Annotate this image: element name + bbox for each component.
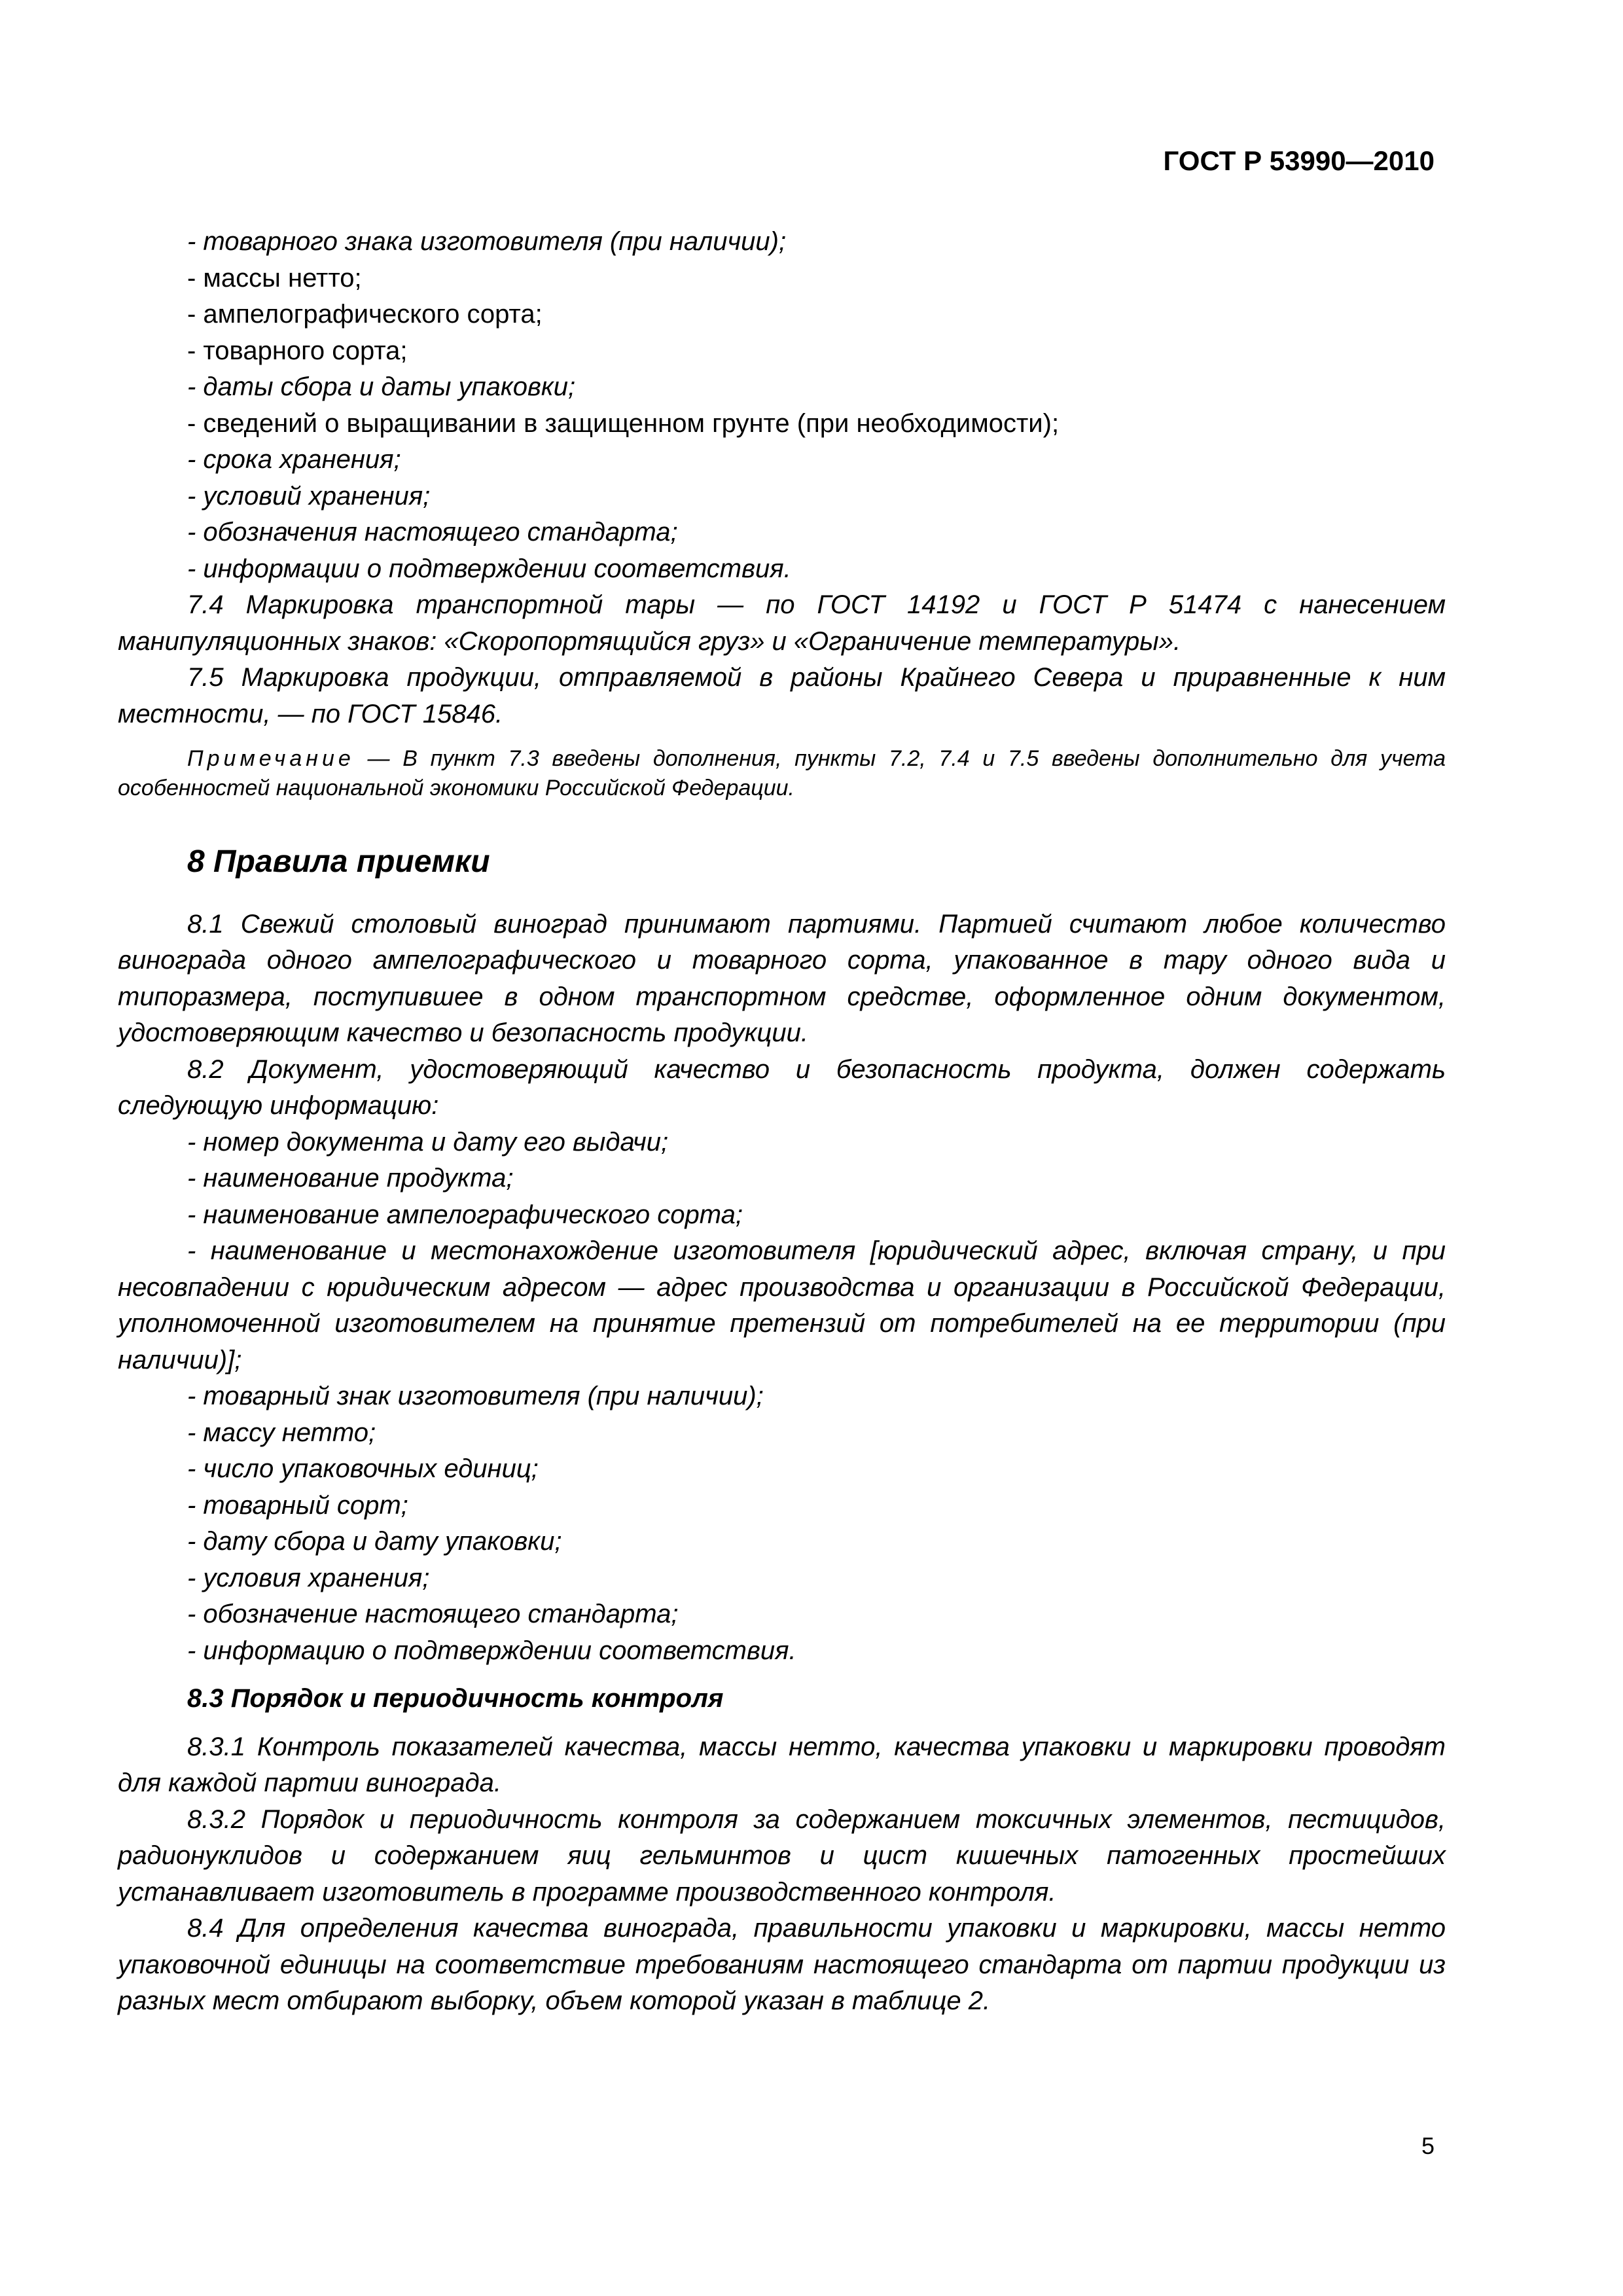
list-item: - товарный сорт; [187,1490,408,1520]
list-item: - сведений о выращивании в защищенном грунте (при необходимости); [187,408,1060,438]
list-item: - массы нетто; [187,263,362,293]
note-label: Примечание [187,746,355,771]
list-item: - товарный знак изготовителя (при наличии); [187,1382,764,1410]
section-8-heading: 8 Правила приемки [187,844,490,879]
paragraph-manufacturer: - наименование и местонахождение изготовителя [юридический адрес, включая страну, и при несовпадении с юридическим адресом — адрес производства и организации в Российской Федерации, уполномоченной изготовителем на принятие претензий от потребителей на ее территории (при наличии)]; [118,1236,1446,1374]
paragraph-8-4: 8.4 Для определения качества винограда, правильности упаковки и маркировки, массы нетто упаковочной единицы на соответствие требованиям настоящего стандарта от партии продукции из разных мест отбирают выборку, объем которой указан в таблице 2. [118,1914,1446,2015]
note-text: — В пункт 7.3 введены дополнения, пункты 7.2, 7.4 и 7.5 введены дополнительно для учета особенностей национальной экономики Российской Федерации. [118,746,1446,800]
note-paragraph [118,744,1446,803]
list-item: - наименование ампелографического сорта; [187,1200,743,1229]
page-number: 5 [1421,2132,1435,2159]
page-content [118,224,1446,2020]
paragraph-8-1: 8.1 Свежий столовый виноград принимают партиями. Партией считают любое количество винограда одного ампелографического и товарного сорта, упакованное в тару одного вида и типоразмера, поступившее в одном транспортном средстве, оформленное одним документом, удостоверяющим качество и безопасность продукции. [118,909,1446,1047]
list-item: - информацию о подтверждении соответствия. [187,1636,796,1665]
list-item: - даты сбора и даты упаковки; [187,372,576,401]
list-item: - информации о подтверждении соответствия. [187,554,791,583]
paragraph-8-2: 8.2 Документ, удостоверяющий качество и безопасность продукта, должен содержать следующую информацию: [118,1054,1446,1120]
list-item: - номер документа и дату его выдачи; [187,1127,669,1157]
list-item: - срока хранения; [187,445,401,474]
list-item: - товарного сорта; [187,336,408,365]
paragraph-8-3-2: 8.3.2 Порядок и периодичность контроля за содержанием токсичных элементов, пестицидов, радионуклидов и содержанием яиц гельминтов и цист кишечных патогенных простейших устанавливает изготовитель в программе производственного контроля. [118,1804,1446,1907]
list-item: - наименование продукта; [187,1164,514,1193]
list-item: - дату сбора и дату упаковки; [187,1527,562,1556]
paragraph-8-3-1: 8.3.1 Контроль показателей качества, массы нетто, качества упаковки и маркировки проводят для каждой партии винограда. [118,1732,1446,1797]
list-item: - товарного знака изготовителя (при наличии); [187,227,787,256]
list-item: - обозначение настоящего стандарта; [187,1600,679,1628]
section-8-3-heading: 8.3 Порядок и периодичность контроля [187,1684,724,1713]
list-item: - массу нетто; [187,1418,376,1447]
document-code-header: ГОСТ Р 53990—2010 [1163,145,1435,176]
list-item: - число упаковочных единиц; [187,1454,539,1483]
list-item: - условия хранения; [187,1563,430,1592]
paragraph-7-4: 7.4 Маркировка транспортной тары — по ГОСТ 14192 и ГОСТ Р 51474 с нанесением манипуляционных знаков: «Скоропортящийся груз» и «Ограничение температуры». [118,590,1446,656]
list-item: - ампелографического сорта; [187,300,543,329]
list-item: - обозначения настоящего стандарта; [187,518,678,547]
paragraph-7-5: 7.5 Маркировка продукции, отправляемой в районы Крайнего Севера и приравненные к ним местности, — по ГОСТ 15846. [118,663,1446,728]
list-item: - условий хранения; [187,481,431,511]
